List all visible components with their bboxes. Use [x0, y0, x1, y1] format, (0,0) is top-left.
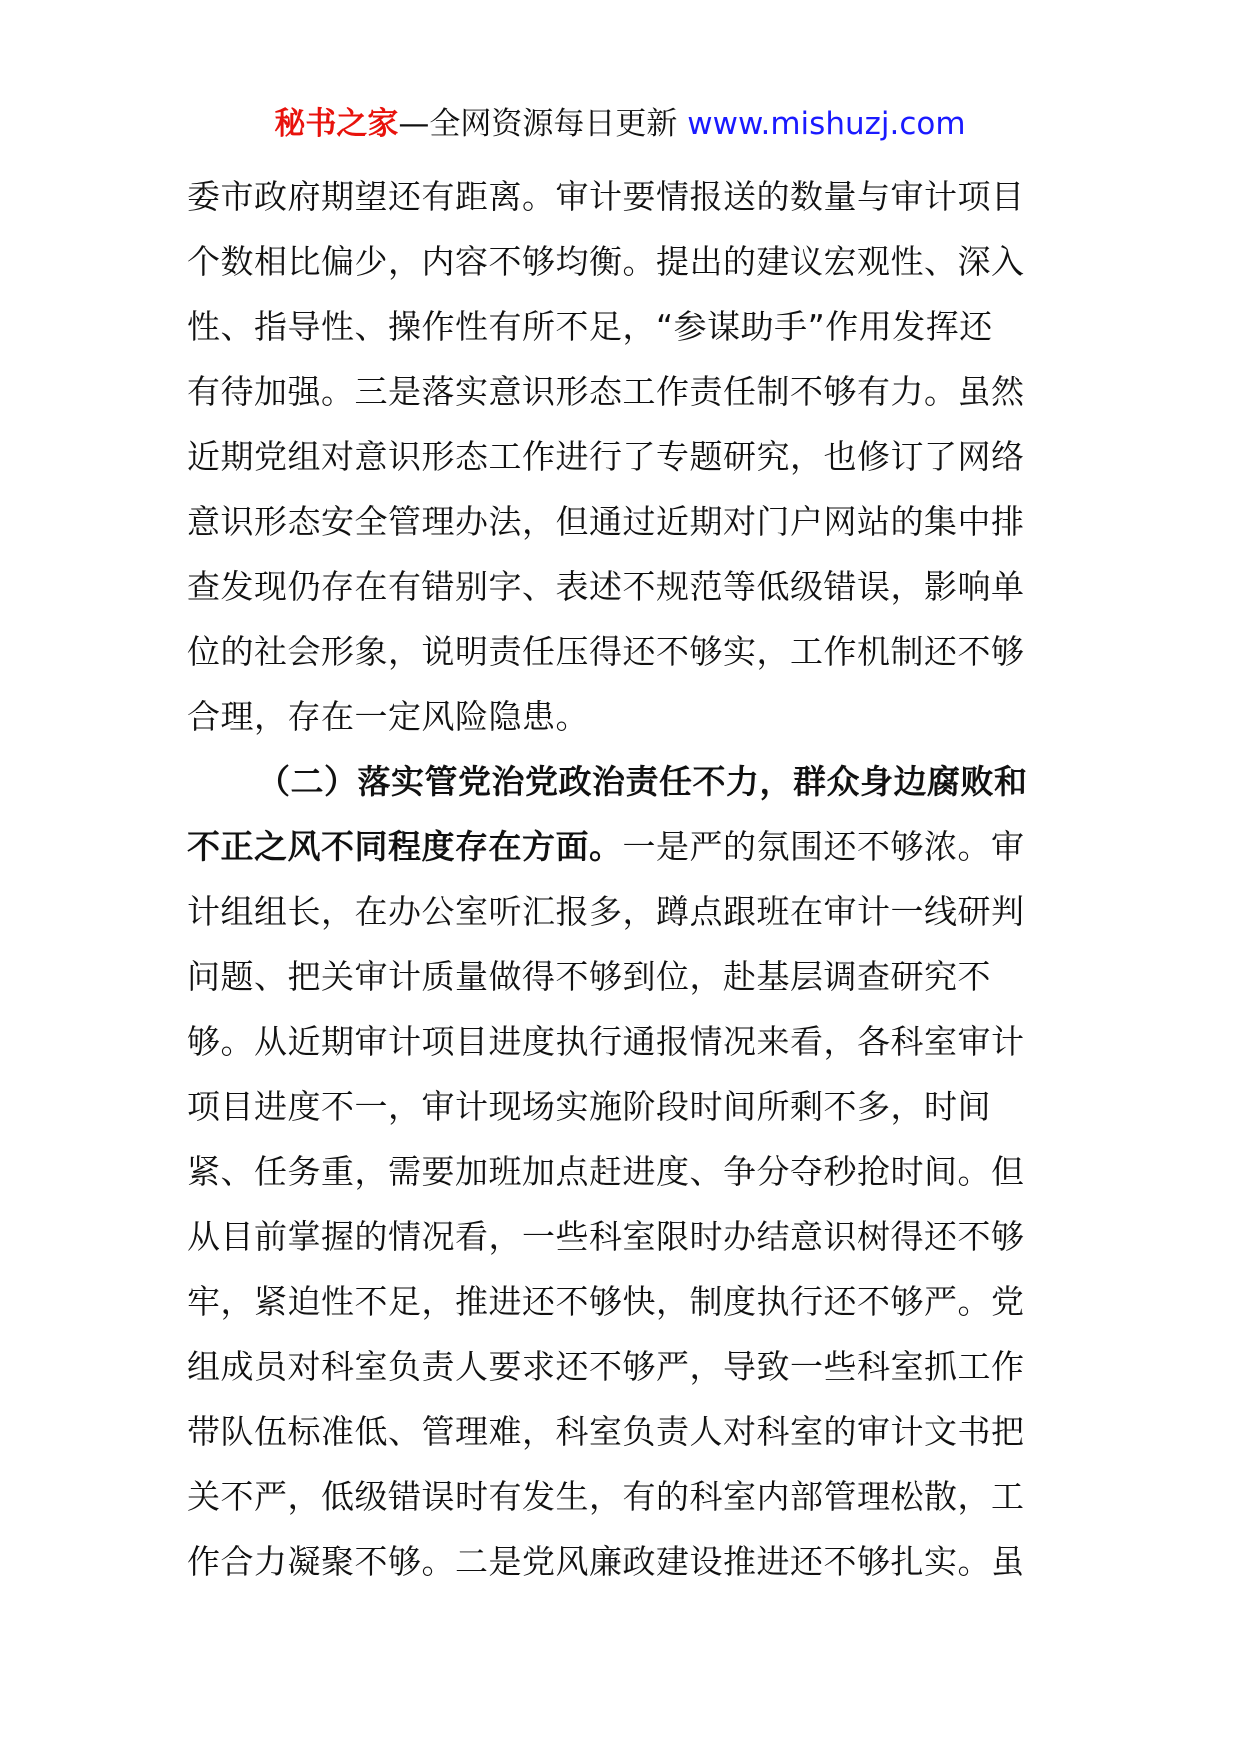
- text-line: 个数相比偏少，内容不够均衡。提出的建议宏观性、深入: [187, 242, 1025, 281]
- text-line: 委市政府期望还有距离。审计要情报送的数量与审计项目: [187, 177, 1025, 216]
- text-line: 有待加强。三是落实意识形态工作责任制不够有力。虽然: [187, 372, 1025, 411]
- text-line: 性、指导性、操作性有所不足，“参谋助手”作用发挥还: [187, 307, 993, 346]
- section-heading: （二）落实管党治党政治责任不力，群众身边腐败和: [257, 762, 1028, 801]
- text-line: 够。从近期审计项目进度执行通报情况来看，各科室审计: [187, 1022, 1025, 1061]
- text-line: 意识形态安全管理办法，但通过近期对门户网站的集中排: [187, 502, 1025, 541]
- text-line: 问题、把关审计质量做得不够到位，赴基层调查研究不: [187, 957, 991, 996]
- site-brand: 秘书之家: [274, 106, 399, 142]
- text-line: 作合力凝聚不够。二是党风廉政建设推进还不够扎实。虽: [187, 1542, 1025, 1581]
- text-line: 从目前掌握的情况看，一些科室限时办结意识树得还不够: [187, 1217, 1025, 1256]
- section-heading-bold: 不正之风不同程度存在方面。: [187, 827, 623, 866]
- text-line: 计组组长，在办公室听汇报多，蹲点跟班在审计一线研判: [187, 892, 1025, 931]
- text-line: 牢，紧迫性不足，推进还不够快，制度执行还不够严。党: [187, 1282, 1025, 1321]
- text-line: 组成员对科室负责人要求还不够严，导致一些科室抓工作: [187, 1347, 1025, 1386]
- page-header: [0, 102, 1240, 146]
- text-line: 带队伍标准低、管理难，科室负责人对科室的审计文书把: [187, 1412, 1025, 1451]
- text-line: 项目进度不一，审计现场实施阶段时间所剩不多，时间: [187, 1087, 991, 1126]
- text-line: 近期党组对意识形态工作进行了专题研究，也修订了网络: [187, 437, 1025, 476]
- text-line: 位的社会形象，说明责任压得还不够实，工作机制还不够: [187, 632, 1025, 671]
- document-body: [187, 164, 1057, 1594]
- section-heading-rest: 一是严的氛围还不够浓。审: [622, 827, 1025, 866]
- text-line: 关不严，低级错误时有发生，有的科室内部管理松散，工: [187, 1477, 1025, 1516]
- text-line: 合理，存在一定风险隐患。: [187, 697, 589, 736]
- section-heading-continuation: [187, 814, 1057, 879]
- text-line: 查发现仍存在有错别字、表述不规范等低级错误，影响单: [187, 567, 1025, 606]
- site-url[interactable]: www.mishuzj.com: [687, 106, 966, 142]
- site-tagline: —全网资源每日更新: [398, 106, 688, 142]
- text-line: 紧、任务重，需要加班加点赶进度、争分夺秒抢时间。但: [187, 1152, 1025, 1191]
